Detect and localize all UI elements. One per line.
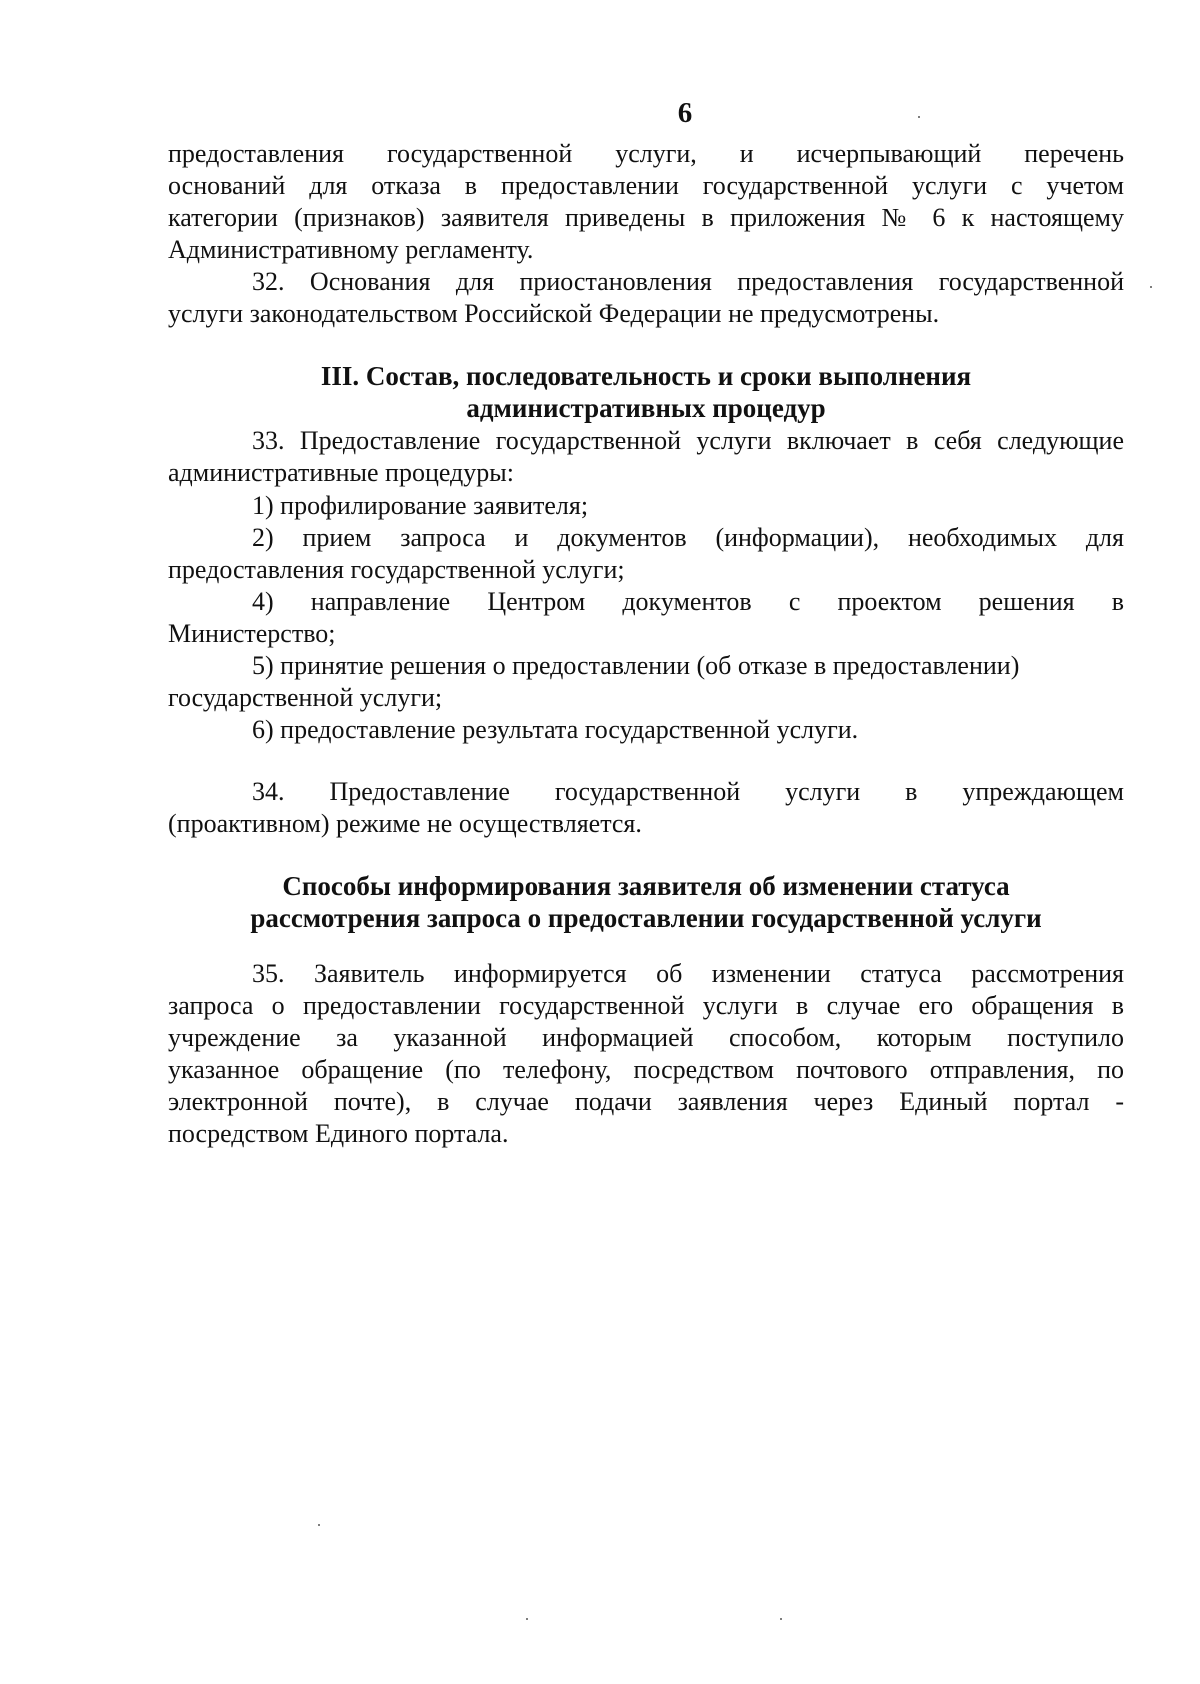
- text-line: 5) принятие решения о предоставлении (об отказе в предоставлении): [252, 651, 1020, 680]
- heading-line: рассмотрения запроса о предоставлении государственной услуги: [250, 903, 1042, 933]
- scan-speck: [526, 1618, 528, 1620]
- text-line: электронной почте), в случае подачи заявления через Единый портал -: [168, 1087, 1124, 1116]
- scan-speck: [918, 116, 920, 118]
- paragraph-continuation: [168, 138, 1124, 266]
- scan-speck: [318, 1524, 320, 1526]
- text-line: государственной услуги;: [168, 683, 443, 712]
- text-line: 35. Заявитель информируется об изменении статуса рассмотрения: [252, 959, 1124, 988]
- text-line: Министерство;: [168, 619, 336, 648]
- heading-line: III. Состав, последовательность и сроки выполнения: [320, 361, 972, 391]
- paragraph-32: [168, 266, 1124, 330]
- paragraph-33: [168, 425, 1124, 489]
- text-line: (проактивном) режиме не осуществляется.: [168, 809, 642, 838]
- text-line: посредством Единого портала.: [168, 1119, 509, 1148]
- text-line: указанное обращение (по телефону, посредством почтового отправления, по: [168, 1055, 1124, 1084]
- text-line: 33. Предоставление государственной услуги включает в себя следующие: [252, 426, 1124, 455]
- procedure-item-1: [168, 490, 1124, 522]
- text-line: категории (признаков) заявителя приведены в приложения № 6 к настоящему: [168, 203, 1124, 232]
- section-notification-heading: [168, 870, 1124, 934]
- text-line: предоставления государственной услуги, и исчерпывающий перечень: [168, 139, 1124, 168]
- text-line: 6) предоставление результата государственной услуги.: [252, 715, 859, 744]
- procedure-item-4: [168, 586, 1124, 650]
- text-line: оснований для отказа в предоставлении государственной услуги с учетом: [168, 171, 1124, 200]
- heading-line: Способы информирования заявителя об изменении статуса: [282, 871, 1010, 901]
- text-line: запроса о предоставлении государственной услуги в случае его обращения в: [168, 991, 1124, 1020]
- heading-line: административных процедур: [466, 393, 826, 423]
- text-line: 2) прием запроса и документов (информации), необходимых для: [252, 523, 1124, 552]
- paragraph-34: [168, 776, 1124, 840]
- procedure-item-6: [168, 714, 1124, 746]
- text-line: 4) направление Центром документов с проектом решения в: [252, 587, 1124, 616]
- scan-speck: [1150, 286, 1152, 288]
- text-line: административные процедуры:: [168, 458, 514, 487]
- text-line: 1) профилирование заявителя;: [252, 491, 589, 520]
- text-line: 34. Предоставление государственной услуги в упреждающем: [252, 777, 1124, 806]
- text-line: 32. Основания для приостановления предоставления государственной: [252, 267, 1124, 296]
- procedure-item-5: [168, 650, 1124, 714]
- scan-speck: [780, 1618, 782, 1620]
- text-line: учреждение за указанной информацией способом, которым поступило: [168, 1023, 1124, 1052]
- text-line: услуги законодательством Российской Федерации не предусмотрены.: [168, 299, 940, 328]
- paragraph-35: [168, 958, 1124, 1150]
- text-line: предоставления государственной услуги;: [168, 555, 625, 584]
- text-line: Административному регламенту.: [168, 235, 534, 264]
- procedure-item-2: [168, 522, 1124, 586]
- section-3-heading: [168, 360, 1124, 424]
- page-number: 6: [677, 97, 693, 129]
